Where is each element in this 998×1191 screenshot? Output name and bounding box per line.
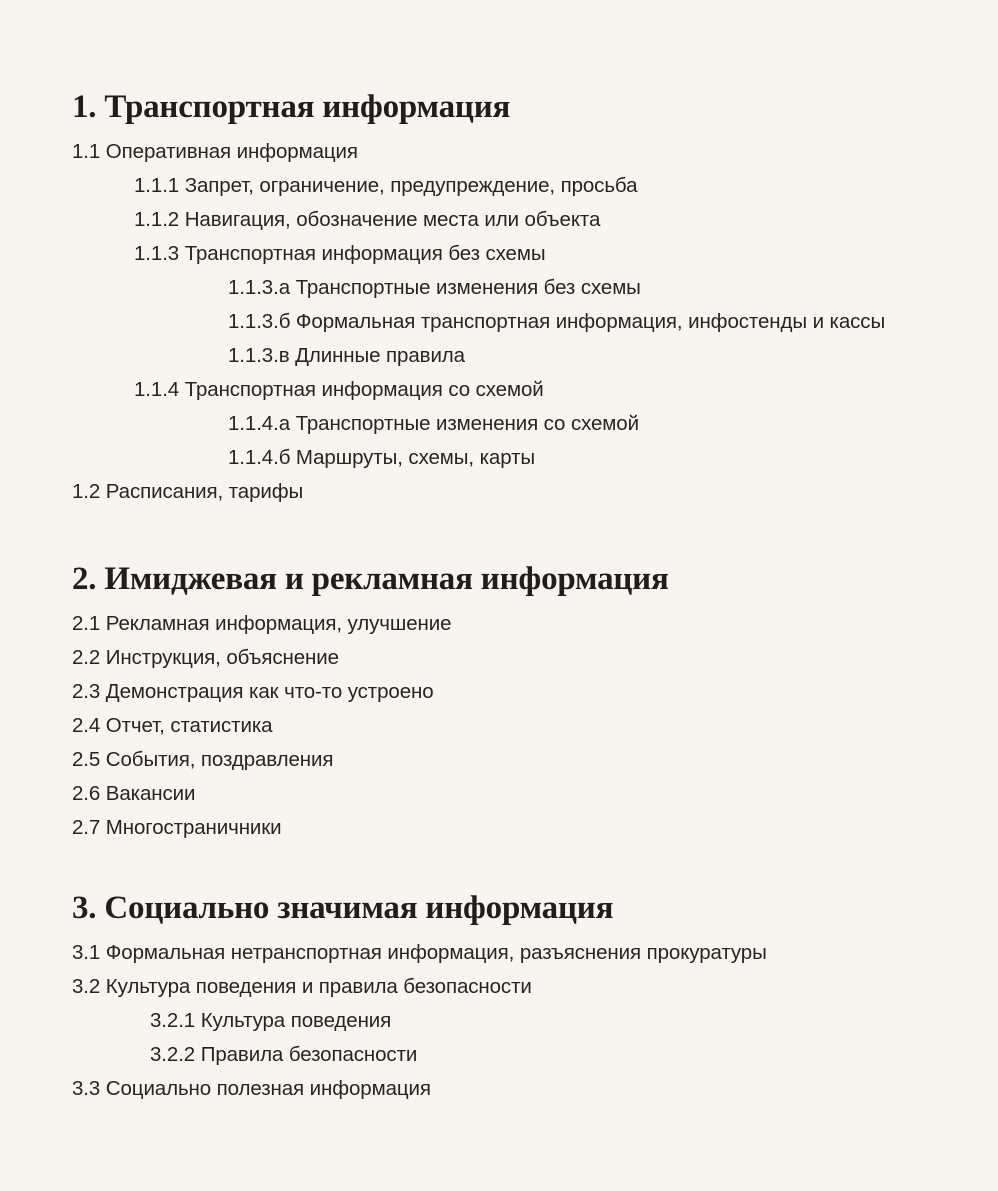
section-list [72,607,972,845]
list-item: 2.3 Демонстрация как что-то устроено [72,680,434,703]
list-item: 1.1.1 Запрет, ограничение, предупреждение, просьба [134,174,638,197]
list-item: 1.1 Оперативная информация [72,140,358,163]
list-item: 2.2 Инструкция, объяснение [72,646,339,669]
list-item: 1.1.4 Транспортная информация со схемой [134,378,544,401]
section-social [72,888,972,1106]
list-item: 1.1.3 Транспортная информация без схемы [134,242,546,265]
list-item: 3.2.1 Культура поведения [150,1009,392,1032]
list-item: 3.2 Культура поведения и правила безопасности [72,975,532,998]
section-title: 2. Имиджевая и рекламная информация [72,561,669,597]
list-item: 1.1.3.б Формальная транспортная информация, инфостенды и кассы [228,310,886,333]
list-item: 1.1.3.а Транспортные изменения без схемы [228,276,641,299]
list-item: 2.4 Отчет, статистика [72,714,273,737]
section-transport [72,87,972,509]
list-item: 2.5 События, поздравления [72,748,334,771]
list-item: 2.6 Вакансии [72,782,196,805]
section-image-advertising [72,559,972,845]
list-item: 3.3 Социально полезная информация [72,1077,431,1100]
list-item: 3.2.2 Правила безопасности [150,1043,418,1066]
list-item: 1.1.3.в Длинные правила [228,344,465,367]
list-item: 3.1 Формальная нетранспортная информация, разъяснения прокуратуры [72,941,767,964]
section-title: 1. Транспортная информация [72,89,511,125]
list-item: 1.1.4.а Транспортные изменения со схемой [228,412,639,435]
list-item: 1.1.4.б Маршруты, схемы, карты [228,446,536,469]
list-item: 2.7 Многостраничники [72,816,282,839]
section-list [72,936,972,1106]
section-list [72,135,972,509]
list-item: 1.2 Расписания, тарифы [72,480,304,503]
list-item: 2.1 Рекламная информация, улучшение [72,612,452,635]
section-title: 3. Социально значимая информация [72,890,614,926]
list-item: 1.1.2 Навигация, обозначение места или объекта [134,208,601,231]
